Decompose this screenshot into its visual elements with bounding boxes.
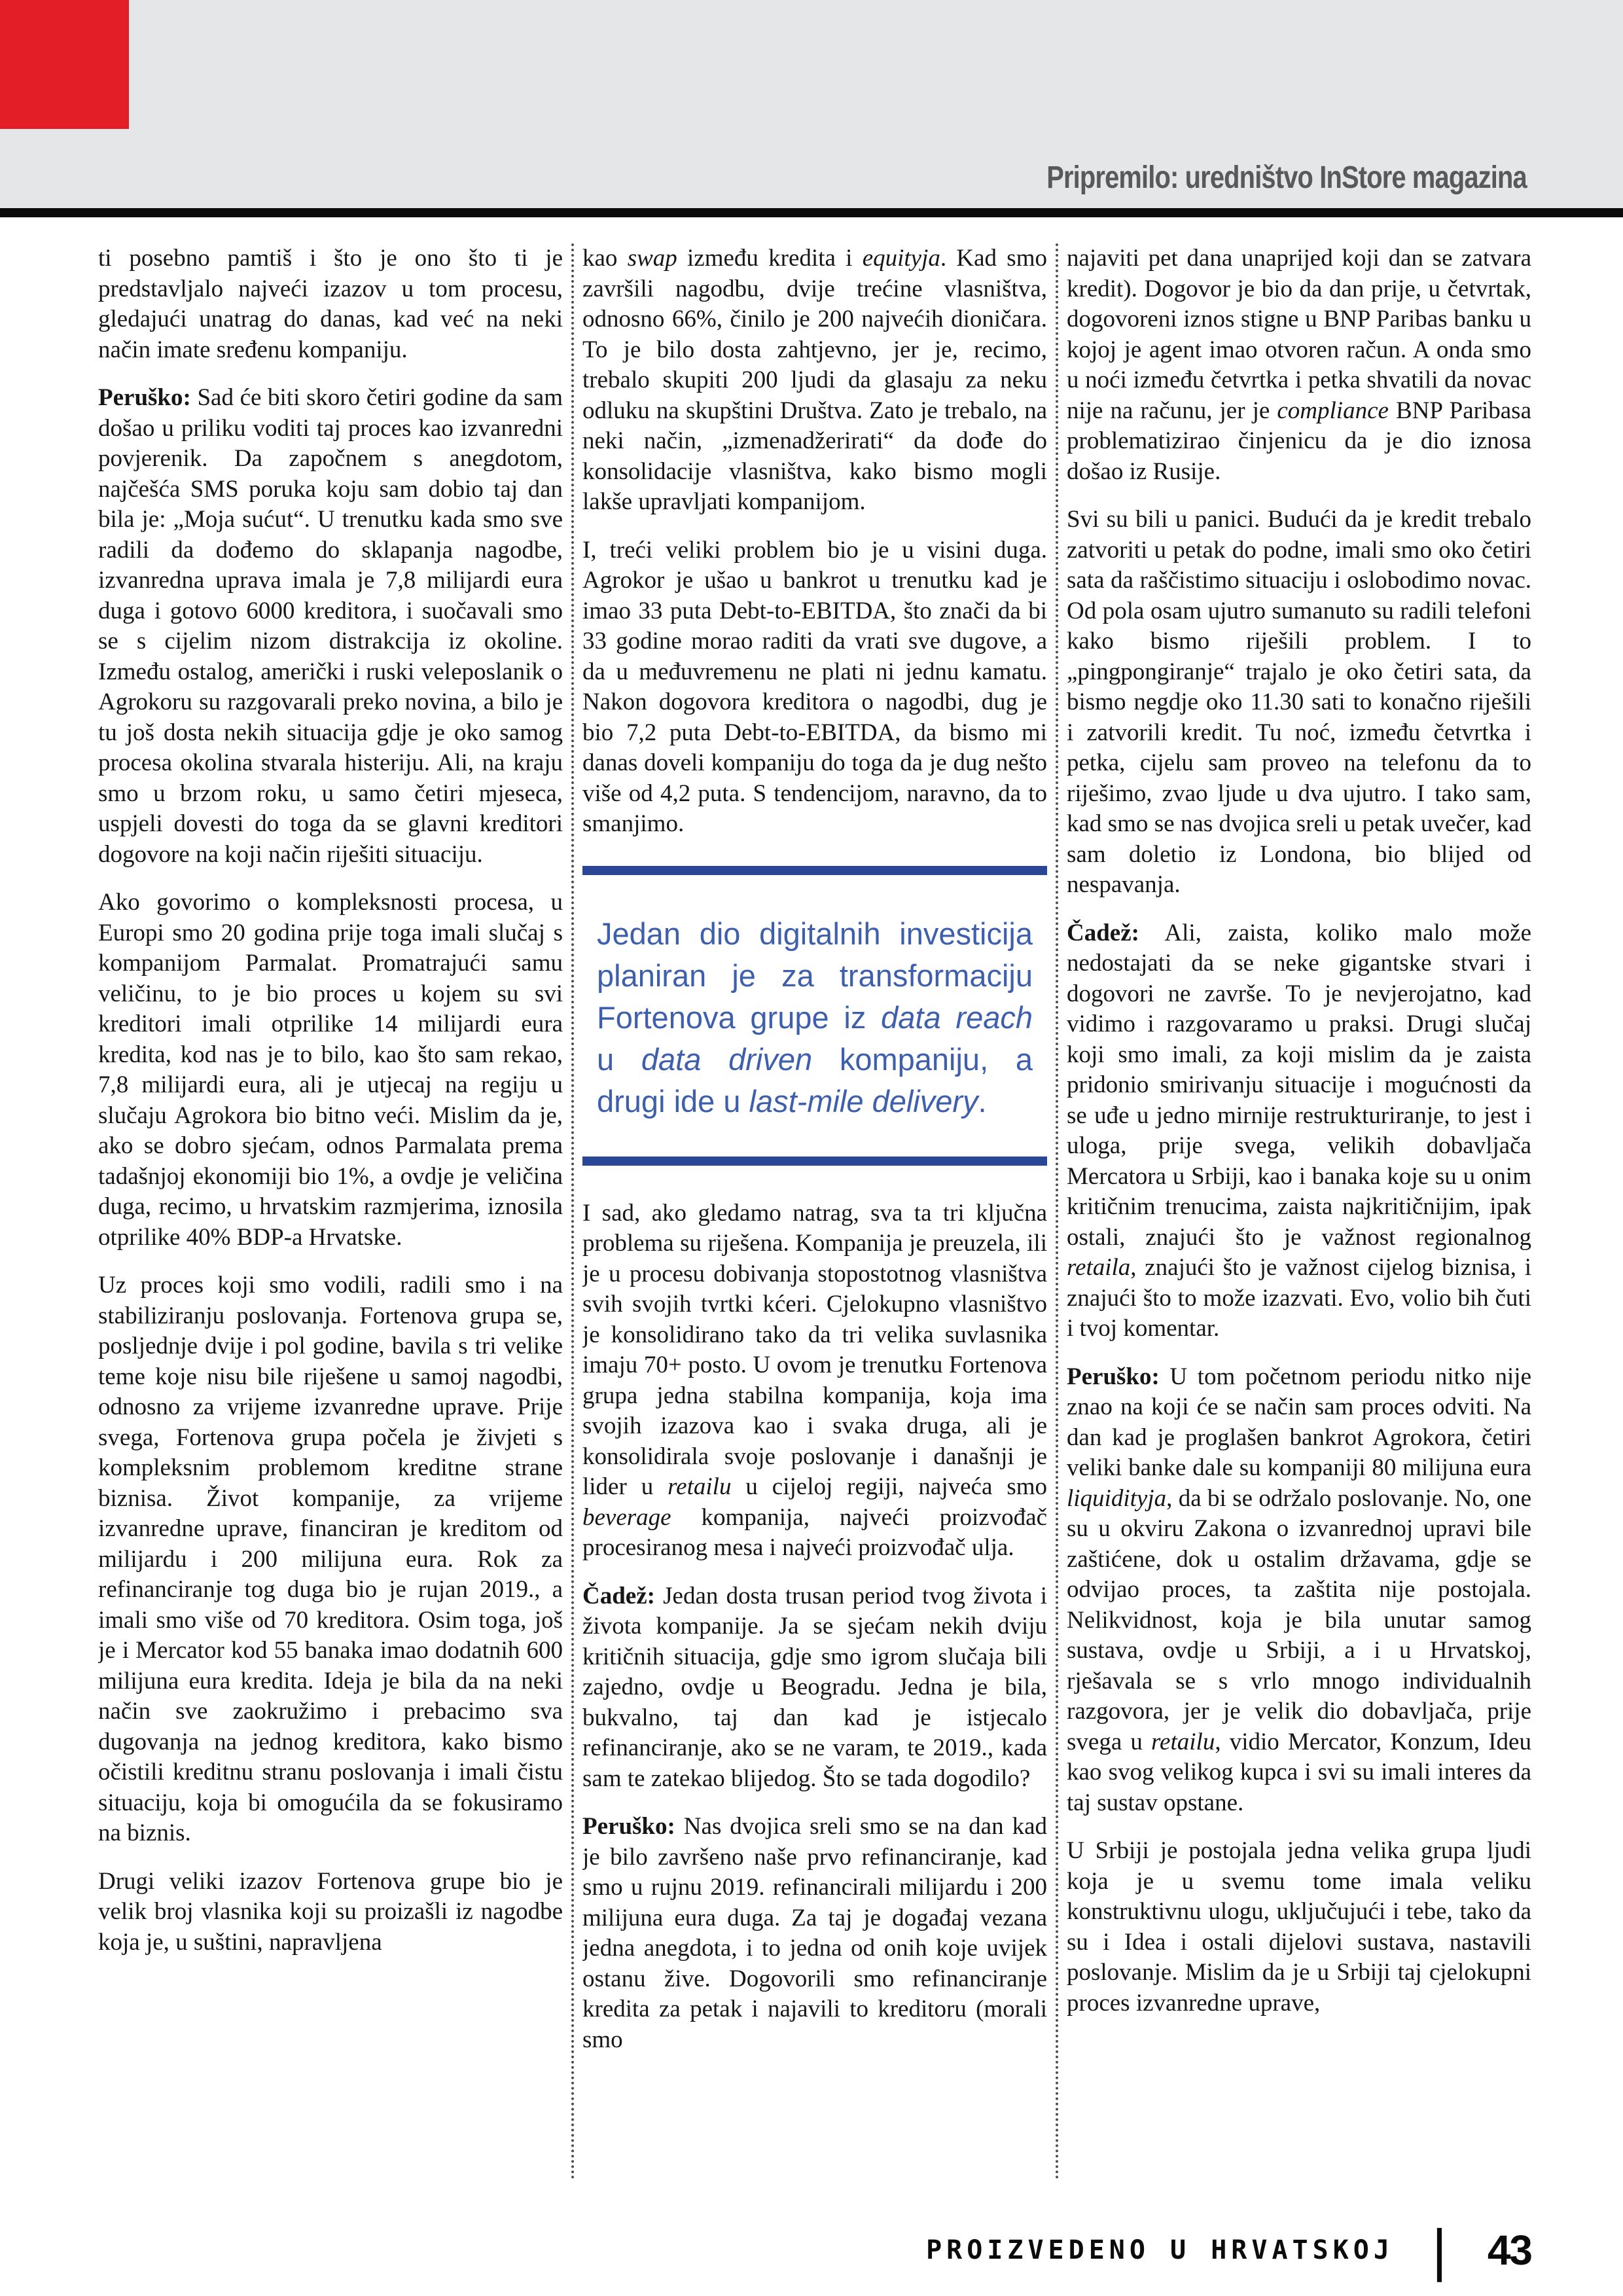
text-span: U Srbiji je postojala jedna velika grupa ljudi koja je u svemu tome imala veliku konstruktivnu ulogu, uključujući i tebe, tako da su i Idea i ostali dijelovi sustava, nastavili poslovanje. Mislim da je u Srbiji taj cjelokupni proces izvanredne uprave,	[1067, 1837, 1531, 2017]
text-span: Sad će biti skoro četiri godine da sam došao u priliku voditi taj proces kao izvanredni povjerenik. Da započnem s anegdotom, najčešća SMS poruka koju sam dobio taj dan bila je: „Moja sućut“. U trenutku kada smo sve radili da dođemo do sklapanja nagodbe, izvanredna uprava imala je 7,8 milijardi eura duga i gotovo 6000 kreditora, i suočavali smo se s cijelim nizom distrakcija iz okoline. Između ostalog, američki i ruski veleposlanik o Agrokoru su razgovarali preko novina, a bilo je tu još dosta nekih situacija gdje je oko samog procesa okolina stvarala histeriju. Ali, na kraju smo u brzom roku, u samo četiri mjeseca, uspjeli dovesti do toga da se glavni kreditori dogovore na koji način riješiti situaciju.	[98, 384, 563, 868]
text-span: , da bi se održalo poslovanje. No, one su u okviru Zakona o izvanrednoj upravi bile zaštićene, dok u ostalim državama, gdje se odvijao proces, ta zaštita nije postojala. Nelikvidnost, koja je bila unutar samog sustava, ovdje u Srbiji, a i u Hrvatskoj, rješavala se s vrlo mnogo individualnih razgovora, jer je velik dio dobavljača, prije svega u	[1067, 1484, 1531, 1755]
paragraph	[1067, 1836, 1531, 2018]
text-span: swap	[627, 245, 677, 272]
text-span: , vidio Mercator, Konzum, Ideu kao svog velikog kupca i svi su imali interes da taj sustav opstane.	[1067, 1728, 1531, 1816]
article-columns	[98, 243, 1531, 2184]
text-span: compliance	[1277, 397, 1389, 424]
header-credit: Pripremilo: uredništvo InStore magazina	[1046, 160, 1527, 195]
header-band	[0, 0, 1623, 208]
paragraph	[98, 1270, 563, 1849]
column-2	[582, 243, 1047, 2184]
paragraph	[1067, 1362, 1531, 1819]
text-span: Jedan dio digitalnih investicija planiran je za transformaciju Fortenova grupe iz	[597, 916, 1033, 1035]
paragraph	[98, 243, 563, 365]
pull-quote	[582, 866, 1047, 1166]
paragraph	[582, 1581, 1047, 1795]
page-footer	[926, 2217, 1531, 2283]
paragraph	[582, 1812, 1047, 2055]
paragraph	[1067, 243, 1531, 487]
text-span: kompaniju, a drugi ide u	[597, 1041, 1033, 1119]
text-span: Nas dvojica sreli smo se na dan kad je bilo završeno naše prvo refinanciranje, kad smo u rujnu 2019. refinancirali milijardu i 200 milijuna eura duga. Za taj je događaj vezana jedna anegdota, i to jedna od onih koje uvijek ostanu žive. Dogovorili smo refinanciranje kredita za petak i najavili to kreditoru (morali smo	[582, 1813, 1047, 2053]
paragraph	[1067, 918, 1531, 1344]
text-span: retailu	[668, 1473, 732, 1500]
corner-accent	[0, 0, 129, 129]
text-span: U tom početnom periodu nitko nije znao na koji će se način sam proces odviti. Na dan kad je proglašen bankrot Agrokora, četiri veliki banke dale su kompaniji 80 milijuna eura	[1067, 1363, 1531, 1481]
paragraph	[98, 1867, 563, 1958]
column-1	[98, 243, 563, 2184]
text-span: Ako govorimo o kompleksnosti procesa, u Europi smo 20 godina prije toga imali slučaj s kompanijom Parmalat. Promatrajući samu veličinu, to je bio proces u kojem su svi kreditori imali otprilike 14 milijardi eura kredita, kod nas je to bilo, kao što sam rekao, 7,8 milijardi eura, ali je utjecaj na regiju u slučaju Agrokora bio bitno veći. Mislim da je, ako se dobro sjećam, odnos Parmalata prema tadašnjoj ekonomiji bio 1%, a ovdje je veličina duga, recimo, u hrvatskim razmjerima, iznosila otprilike 40% BDP-a Hrvatske.	[98, 889, 563, 1251]
text-span: retailu	[1151, 1728, 1215, 1755]
paragraph	[582, 1198, 1047, 1564]
paragraph	[582, 535, 1047, 840]
text-span: liquidityja	[1067, 1484, 1167, 1512]
text-span: . Kad smo završili nagodbu, dvije trećine vlasništva, odnosno 66%, činilo je 200 najvećih dioničara. To je bilo dosta zahtjevno, jer je, recimo, trebalo skupiti 200 ljudi da glasaju za neku odluku na skupštini Društva. Zato je trebalo, na neki način, „izmenadžerirati“ da dođe do konsolidacije vlasništva, kako bismo mogli lakše upravljati kompanijom.	[582, 245, 1047, 515]
paragraph	[98, 383, 563, 870]
origin-label: PROIZVEDENO U HRVATSKOJ	[926, 2235, 1394, 2265]
text-span: Drugi veliki izazov Fortenova grupe bio je velik broj vlasnika koji su proizašli iz nagodbe koja je, u suštini, napravljena	[98, 1867, 563, 1956]
page-number: 43	[1487, 2227, 1531, 2274]
paragraph	[582, 243, 1047, 518]
text-span: beverage	[582, 1503, 671, 1531]
text-span: Peruško:	[98, 384, 191, 411]
text-span: equityja	[862, 245, 940, 272]
column-separator	[1056, 243, 1058, 2181]
text-span: data reach	[881, 999, 1033, 1035]
text-span: Svi su bili u panici. Budući da je kredit trebalo zatvoriti u petak do podne, imali smo oko četiri sata da raščistimo situaciju i oslobodimo novac. Od pola osam ujutro sumanuto su radili telefoni kako bismo riješili problem. I to „pingpongiranje“ trajalo je oko četiri sata, da bismo negdje oko 11.30 sati to konačno riješili i zatvorili kredit. Tu noć, između četvrtka i petka, cijelu sam proveo na telefonu da to riješimo, zvao ljude u dva ujutro. I tako sam, kad smo se nas dvojica sreli u petak uvečer, kad sam doletio iz Londona, bio blijed od nespavanja.	[1067, 506, 1531, 898]
column-3	[1067, 243, 1531, 2184]
paragraph	[1067, 505, 1531, 901]
text-span: kao	[582, 245, 628, 272]
text-span: last-mile delivery	[749, 1083, 978, 1119]
text-span: data driven	[641, 1041, 813, 1077]
footer-divider: |	[1431, 2217, 1447, 2282]
text-span: u	[597, 1041, 641, 1077]
text-span: kompanija, najveći proizvođač procesiranog mesa i najveći proizvođač ulja.	[582, 1503, 1047, 1561]
text-span: u cijeloj regiji, najveća smo	[731, 1473, 1047, 1500]
text-span: Čadež:	[1067, 919, 1139, 946]
text-span: ti posebno pamtiš i što je ono što ti je predstavljalo najveći izazov u tom procesu, gledajući unatrag do danas, kad već na neki način imate sređenu kompaniju.	[98, 245, 563, 363]
paragraph	[98, 888, 563, 1253]
text-span: Ali, zaista, koliko malo može nedostajati da se neke gigantske stvari i dogovori ne završe. To je nevjerojatno, kad vidimo i razgovaramo u praksi. Drugi slučaj koji smo imali, za koji mislim da je zaista pridonio smirivanju situacije i mogućnosti da se uđe u jedno mirnije restrukturiranje, to jest i uloga, prije svega, velikih dobavljača Mercatora u Srbiji, kao i banaka koje su u onim kritičnim trenucima, zaista najkritičnijim, ipak ostali, znajući što je važnost regionalnog	[1067, 919, 1531, 1251]
text-span: retaila	[1067, 1254, 1131, 1281]
pull-quote-text	[597, 913, 1033, 1122]
text-span: Peruško:	[1067, 1363, 1160, 1390]
text-span: BNP Paribasa problematizirao činjenicu da je dio iznosa došao iz Rusije.	[1067, 397, 1531, 485]
column-separator	[571, 243, 574, 2181]
text-span: Uz proces koji smo vodili, radili smo i na stabiliziranju poslovanja. Fortenova grupa se, posljednje dvije i pol godine, bavila s tri velike teme koje nisu bile riješene u samoj nagodbi, odnosno za vrijeme izvanredne uprave. Prije svega, Fortenova grupa počela je živjeti s kompleksnim problemom kreditne strane biznisa. Život kompanije, za vrijeme izvanredne uprave, financiran je kreditom od milijardu i 200 milijuna eura. Rok za refinanciranje tog duga bio je rujan 2019., a imali smo više od 70 kreditora. Osim toga, još je i Mercator kod 55 banaka imao dodatnih 600 milijuna eura kredita. Ideja je bila da na neki način sve zaokružimo i prebacimo sva dugovanja na jednog kreditora, kako bismo očistili kreditnu stranu poslovanja i imali čistu situaciju, koja bi omogućila da se fokusiramo na biznis.	[98, 1272, 563, 1846]
text-span: I sad, ako gledamo natrag, sva ta tri ključna problema su riješena. Kompanija je preuzela, ili je u procesu dobivanja stopostotnog vlasništva svih svojih tvrtki kćeri. Cjelokupno vlasništvo je konsolidirano tako da tri velika suvlasnika imaju 70+ posto. U ovom je trenutku Fortenova grupa jedna stabilna kompanija, koja ima svojih izazova kao i svaka druga, ali je konsolidirala svoje poslovanje i današnji je lider u	[582, 1199, 1047, 1500]
text-span: Peruško:	[582, 1813, 675, 1840]
text-span: , znajući što je važnost cijelog biznisa, i znajući što to može izazvati. Evo, volio bih čuti i tvoj komentar.	[1067, 1254, 1531, 1342]
text-span: najaviti pet dana unaprijed koji dan se zatvara kredit). Dogovor je bio da dan prije, u četvrtak, dogovoreni iznos stigne u BNP Paribas banku u kojoj je agent imao otvoren račun. A onda smo u noći između četvrtka i petka shvatili da novac nije na računu, jer je	[1067, 245, 1531, 424]
text-span: Jedan dosta trusan period tvog života i života kompanije. Ja se sjećam nekih dviju kritičnih situacija, gdje smo igrom slučaja bili zajedno, ovdje u Beogradu. Jedna je bila, bukvalno, taj dan kad je istjecalo refinanciranje, ako se ne varam, te 2019., kada sam te zatekao blijedog. Što se tada dogodilo?	[582, 1582, 1047, 1792]
text-span: između kredita i	[677, 245, 863, 272]
text-span: .	[978, 1083, 987, 1119]
text-span: I, treći veliki problem bio je u visini duga. Agrokor je ušao u bankrot u trenutku kad je imao 33 puta Debt-to-EBITDA, što znači da bi 33 godine morao raditi da vrati sve dugove, a da u međuvremenu ne plati ni jednu kamatu. Nakon dogovora kreditora o nagodbi, dug je bio 7,2 puta Debt-to-EBITDA, da bismo mi danas doveli kompaniju do toga da je dug nešto više od 4,2 puta. S tendencijom, naravno, da to smanjimo.	[582, 536, 1047, 837]
text-span: Čadež:	[582, 1582, 655, 1609]
header-rule	[0, 208, 1623, 217]
